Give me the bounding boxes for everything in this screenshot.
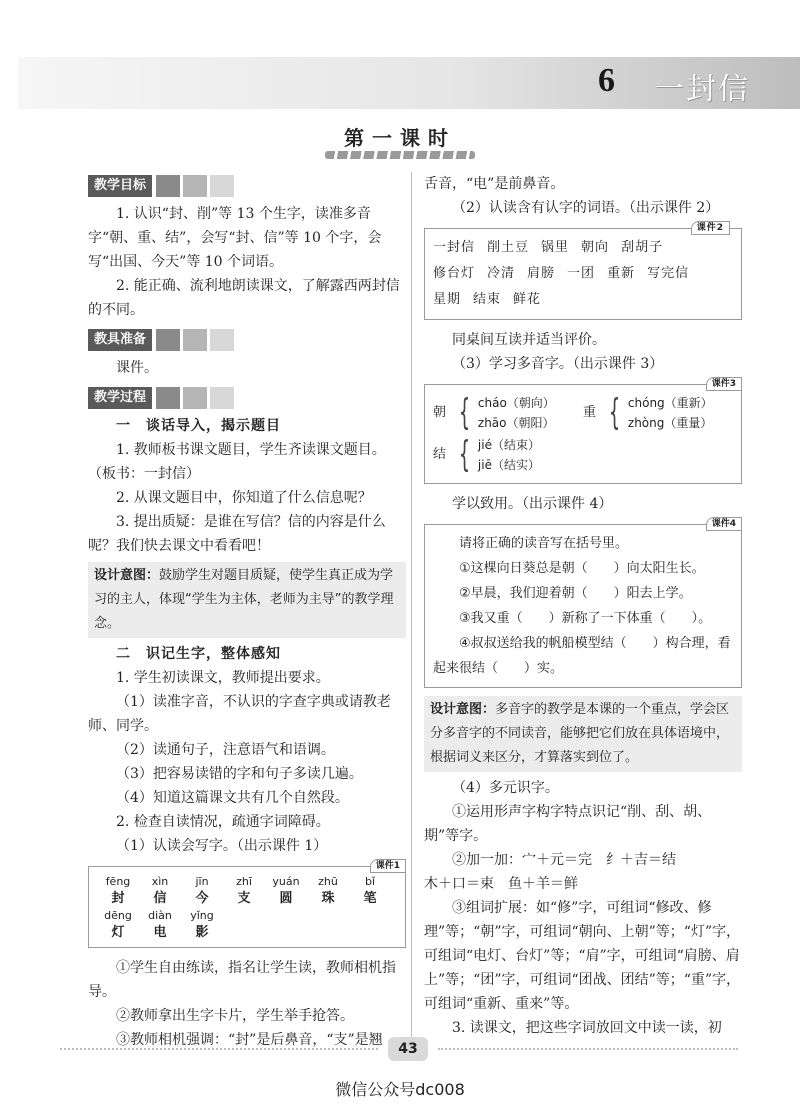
lesson-title: 一封信 bbox=[654, 72, 750, 107]
hanzi: 笔 bbox=[363, 891, 377, 906]
page-number: 43 bbox=[388, 1037, 428, 1061]
char-grid bbox=[97, 873, 397, 941]
paragraph: 2. 检查自读情况，疏通字词障碍。 bbox=[116, 814, 330, 830]
deco-square bbox=[183, 387, 207, 409]
paragraph: （1）认读会写字。（出示课件 1） bbox=[116, 838, 328, 854]
pinyin: zhī bbox=[236, 875, 252, 888]
brace-icon: { bbox=[458, 434, 471, 475]
deco-square bbox=[183, 329, 207, 351]
char-cell bbox=[139, 907, 181, 941]
pinyin: xìn bbox=[151, 875, 169, 888]
word: 肩膀 bbox=[527, 266, 556, 281]
hanzi: 珠 bbox=[321, 891, 335, 906]
pinyin: yǐng bbox=[190, 909, 214, 922]
hanzi: 封 bbox=[111, 891, 125, 906]
section-label: 教具准备 bbox=[88, 329, 152, 351]
column-divider bbox=[411, 172, 412, 1042]
section-header-tools bbox=[88, 328, 406, 352]
right-column bbox=[424, 172, 742, 1040]
paragraph: ③教师相机强调：“封”是后鼻音，“支”是翘 bbox=[116, 1032, 383, 1048]
courseware-box-4 bbox=[424, 519, 742, 688]
char-cell bbox=[181, 907, 223, 941]
part1-title: 一 谈话导入，揭示题目 bbox=[116, 418, 281, 434]
design-intent-text: 鼓励学生对题目质疑，使学生真正成为学习的主人，体现“学生为主体，老师为主导”的教学理念。 bbox=[94, 568, 394, 631]
hanzi: 今 bbox=[195, 891, 209, 906]
word: 写完信 bbox=[647, 266, 690, 281]
exercise-line: ③我又重（ ）新称了一下体重（ ）。 bbox=[459, 611, 712, 626]
tools-text: 课件。 bbox=[116, 360, 158, 376]
hanzi: 灯 bbox=[111, 925, 125, 940]
exercise-line: ④叔叔送给我的帆船模型结（ ）构合理，看起来很结（ ）实。 bbox=[433, 636, 731, 676]
polyphone-group bbox=[583, 393, 733, 433]
pinyin: diàn bbox=[148, 909, 172, 922]
paragraph: 3. 读课文，把这些字词放回文中读一读，初 bbox=[452, 1020, 722, 1036]
deco-square bbox=[156, 387, 180, 409]
pinyin: bǐ bbox=[364, 875, 376, 888]
word: 修台灯 bbox=[433, 266, 476, 281]
part2-title: 二 识记生字，整体感知 bbox=[116, 646, 281, 662]
char-cell bbox=[139, 873, 181, 907]
word-line bbox=[433, 261, 733, 287]
deco-square bbox=[210, 329, 234, 351]
word-line bbox=[433, 235, 733, 261]
reading: jié（结束） bbox=[477, 438, 540, 452]
courseware-tag: 课件1 bbox=[370, 859, 406, 873]
polyphone-readings bbox=[478, 435, 540, 475]
word: 冷清 bbox=[487, 266, 516, 281]
section-label: 教学过程 bbox=[88, 387, 152, 409]
footer-line-right bbox=[438, 1048, 738, 1050]
deco-square bbox=[210, 175, 234, 197]
polyphone-char: 朝 bbox=[433, 405, 447, 420]
section-label: 教学目标 bbox=[88, 175, 152, 197]
paragraph: （4）知道这篇课文共有几个自然段。 bbox=[116, 790, 349, 806]
pinyin: zhū bbox=[318, 875, 338, 888]
hanzi: 信 bbox=[153, 891, 167, 906]
polyphone-readings bbox=[478, 393, 555, 433]
brace-icon: { bbox=[608, 392, 621, 433]
paragraph: 学以致用。（出示课件 4） bbox=[452, 496, 613, 512]
char-cell bbox=[181, 873, 223, 907]
polyphone-group bbox=[433, 435, 583, 475]
char-cell bbox=[349, 873, 391, 907]
design-intent-text: 多音字的教学是本课的一个重点，学会区分多音字的不同读音，能够把它们放在具体语境中，根据词义来区分，才算落实到位了。 bbox=[430, 702, 730, 765]
paragraph: ①学生自由练读，指名让学生读，教师相机指导。 bbox=[88, 960, 396, 1000]
deco-square bbox=[183, 175, 207, 197]
lesson-number: 6 bbox=[598, 62, 615, 99]
hanzi: 影 bbox=[195, 925, 209, 940]
courseware-tag: 课件2 bbox=[691, 221, 730, 235]
section-header-goals bbox=[88, 174, 406, 198]
polyphone-char: 重 bbox=[583, 405, 597, 420]
polyphone-row bbox=[433, 435, 733, 475]
design-intent-box bbox=[424, 696, 742, 772]
courseware-tag: 课件3 bbox=[706, 377, 742, 391]
paragraph: ②加一加：宀＋元＝完 纟＋吉＝结 bbox=[452, 852, 676, 868]
watermark-text: 微信公众号dc008 bbox=[335, 1080, 465, 1099]
paragraph: 1. 学生初读课文，教师提出要求。 bbox=[116, 670, 330, 686]
reading: cháo（朝向） bbox=[477, 396, 555, 410]
goal-item: 1. 认识“封、削”等 13 个生字，读准多音字“朝、重、结”，会写“封、信”等 10 个字，会写“出国、今天”等 10 个词语。 bbox=[88, 206, 382, 270]
paragraph: 舌音，“电”是前鼻音。 bbox=[424, 176, 565, 192]
paragraph: （2）读通句子，注意语气和语调。 bbox=[116, 742, 335, 758]
paragraph: （2）认读含有认字的词语。（出示课件 2） bbox=[452, 200, 720, 216]
deco-square bbox=[210, 387, 234, 409]
courseware-box-2 bbox=[424, 223, 742, 320]
char-cell bbox=[265, 873, 307, 907]
word: 锅里 bbox=[541, 240, 570, 255]
paragraph: 1. 教师板书课文题目，学生齐读课文题目。 bbox=[116, 442, 386, 458]
paragraph: 木＋口＝束 鱼＋羊＝鲜 bbox=[424, 876, 578, 892]
paragraph: ③组词扩展：如“修”字，可组词“修改、修理”等；“朝”字，可组词“朝向、上朝”等；“灯”字，可组词“电灯、台灯”等；“肩”字，可组词“肩膀、肩上”等；“团”字，可组词“团战、团结”等；“重”字，可组词“重新、重来”等。 bbox=[424, 900, 741, 1012]
deco-square bbox=[156, 175, 180, 197]
polyphone-group bbox=[433, 393, 583, 433]
word: 鲜花 bbox=[513, 292, 542, 307]
char-cell bbox=[97, 873, 139, 907]
exercise-line: 请将正确的读音写在括号里。 bbox=[459, 536, 629, 551]
word-line bbox=[433, 287, 733, 313]
reading: chóng（重新） bbox=[627, 396, 713, 410]
title-decoration bbox=[325, 151, 475, 159]
paragraph: （3）学习多音字。（出示课件 3） bbox=[452, 356, 664, 372]
char-cell bbox=[307, 873, 349, 907]
brace-icon: { bbox=[458, 392, 471, 433]
paragraph: （板书：一封信） bbox=[88, 466, 200, 482]
paragraph: （1）读准字音，不认识的字查字典或请教老师、同学。 bbox=[88, 694, 391, 734]
word: 一团 bbox=[567, 266, 596, 281]
courseware-box-3 bbox=[424, 379, 742, 484]
design-intent-label: 设计意图： bbox=[94, 568, 160, 583]
hanzi: 电 bbox=[153, 925, 167, 940]
reading: zhòng（重量） bbox=[627, 416, 713, 430]
courseware-tag: 课件4 bbox=[706, 517, 742, 531]
hanzi: 支 bbox=[237, 891, 251, 906]
design-intent-box bbox=[88, 562, 406, 638]
section-header-process bbox=[88, 386, 406, 410]
pinyin: dēng bbox=[104, 909, 132, 922]
exercise-line: ①这棵向日葵总是朝（ ）向太阳生长。 bbox=[459, 561, 705, 576]
polyphone-char: 结 bbox=[433, 447, 447, 462]
footer-line-left bbox=[60, 1048, 378, 1050]
design-intent-label: 设计意图： bbox=[430, 702, 496, 717]
lesson-period-title: 第一课时 bbox=[344, 126, 456, 150]
char-cell bbox=[97, 907, 139, 941]
word: 刮胡子 bbox=[621, 240, 664, 255]
hanzi: 圆 bbox=[279, 891, 293, 906]
paragraph: 同桌间互读并适当评价。 bbox=[452, 332, 606, 348]
left-column bbox=[88, 172, 406, 1052]
courseware-box-1 bbox=[88, 861, 406, 948]
paragraph: 2. 从课文题目中，你知道了什么信息呢？ bbox=[116, 490, 372, 506]
polyphone-readings bbox=[628, 393, 713, 433]
word: 结束 bbox=[473, 292, 502, 307]
goal-item: 2. 能正确、流利地朗读课文，了解露西两封信的不同。 bbox=[88, 278, 400, 318]
exercise-line: ②早晨，我们迎着朝（ ）阳去上学。 bbox=[459, 586, 692, 601]
pinyin: jīn bbox=[195, 875, 209, 888]
paragraph: ②教师拿出生字卡片，学生举手抢答。 bbox=[116, 1008, 354, 1024]
paragraph: （4）多元识字。 bbox=[452, 780, 559, 796]
word: 削土豆 bbox=[487, 240, 530, 255]
pinyin: fēng bbox=[105, 875, 131, 888]
char-cell bbox=[223, 873, 265, 907]
word: 重新 bbox=[607, 266, 636, 281]
pinyin: yuán bbox=[272, 875, 300, 888]
reading: zhāo（朝阳） bbox=[477, 416, 555, 430]
word: 星期 bbox=[433, 292, 462, 307]
polyphone-row bbox=[433, 393, 733, 433]
paragraph: 3. 提出质疑：是谁在写信？信的内容是什么呢？我们快去课文中看看吧！ bbox=[88, 514, 386, 554]
word: 一封信 bbox=[433, 240, 476, 255]
reading: jiē（结实） bbox=[477, 458, 540, 472]
paragraph: ①运用形声字构字特点识记“削、刮、胡、期”等字。 bbox=[424, 804, 712, 844]
word: 朝向 bbox=[581, 240, 610, 255]
paragraph: （3）把容易读错的字和句子多读几遍。 bbox=[116, 766, 363, 782]
deco-square bbox=[156, 329, 180, 351]
